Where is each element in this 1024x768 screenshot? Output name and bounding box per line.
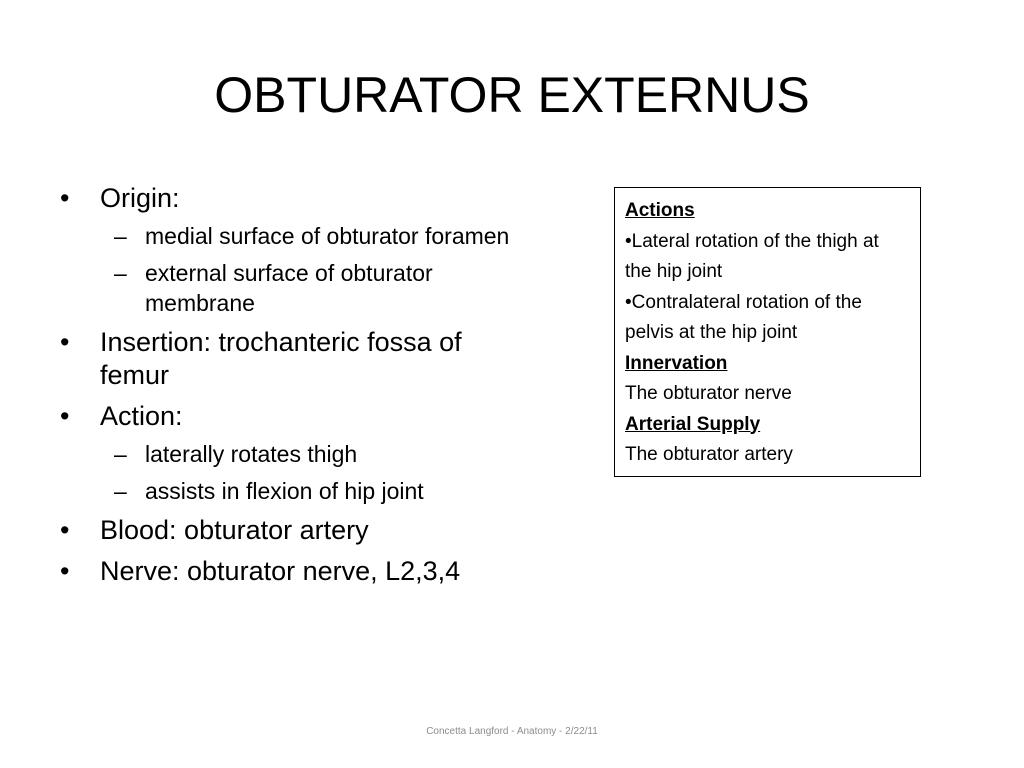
slide-title: OBTURATOR EXTERNUS: [214, 67, 810, 123]
sub-bullet-mark: –: [114, 223, 127, 249]
sub-bullet-mark: –: [114, 260, 127, 286]
action-item-lateral-rotation: •Lateral rotation of the thigh at the hip joint: [625, 230, 879, 282]
bullet-insertion: [58, 326, 538, 392]
slide-footer: Concetta Langford - Anatomy - 2/22/11: [426, 726, 598, 737]
action-item-contralateral-rotation: •Contralateral rotation of the pelvis at the hip joint: [625, 291, 862, 343]
sub-bullet-mark: –: [114, 478, 127, 504]
sub-bullet-action-rotates: [100, 439, 538, 469]
bullet-nerve: [58, 555, 538, 588]
sub-bullet-origin-medial: [100, 221, 538, 251]
arterial-supply-heading: Arterial Supply: [625, 413, 761, 435]
bullet-text-insertion: Insertion: trochanteric fossa of femur: [100, 327, 462, 390]
actions-heading: Actions: [625, 200, 695, 221]
sub-bullet-origin-external: [100, 258, 538, 318]
bullet-action: [58, 400, 538, 506]
bullet-mark: •: [60, 327, 70, 357]
sub-bullet-text: medial surface of obturator foramen: [145, 223, 510, 249]
sub-bullet-mark: –: [114, 441, 127, 467]
info-box: [614, 187, 921, 477]
bullet-text-nerve: Nerve: obturator nerve, L2,3,4: [100, 556, 461, 586]
origin-sub-list: [100, 221, 538, 318]
bullet-blood: [58, 514, 538, 547]
bullet-mark: •: [60, 556, 70, 586]
bullet-text-action: Action:: [100, 401, 183, 431]
bullet-text-blood: Blood: obturator artery: [100, 515, 369, 545]
bullet-list: [58, 182, 538, 596]
innervation-text: The obturator nerve: [625, 383, 792, 404]
sub-bullet-text: external surface of obturator membrane: [145, 260, 433, 316]
arterial-supply-text: The obturator artery: [625, 444, 793, 465]
bullet-mark: •: [60, 515, 70, 545]
sub-bullet-action-flexion: [100, 476, 538, 506]
innervation-heading: Innervation: [625, 352, 728, 374]
sub-bullet-text: assists in flexion of hip joint: [145, 478, 424, 504]
bullet-mark: •: [60, 183, 70, 213]
bullet-text-origin: Origin:: [100, 183, 180, 213]
sub-bullet-text: laterally rotates thigh: [145, 441, 358, 467]
bullet-origin: [58, 182, 538, 318]
action-sub-list: [100, 439, 538, 506]
bullet-mark: •: [60, 401, 70, 431]
